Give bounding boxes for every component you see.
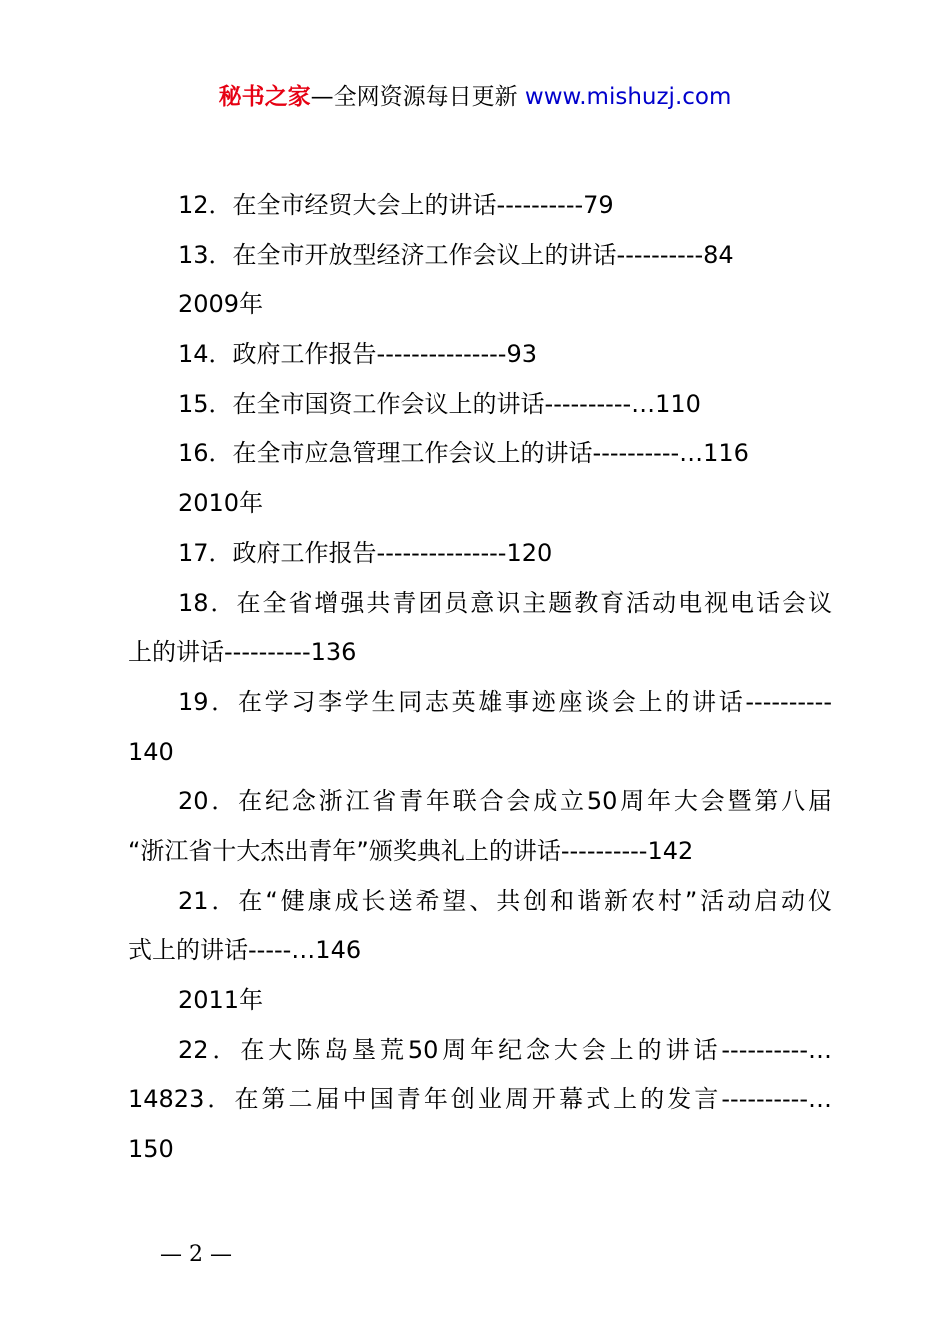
site-header: [0, 80, 950, 114]
toc-entry-18: 18．在全省增强共青团员意识主题教育活动电视电话会议: [178, 588, 832, 617]
toc-entry-20-continued: “浙江省十大杰出青年”颁奖典礼上的讲话----------142: [128, 836, 694, 865]
toc-entry-19: 19．在学习李学生同志英雄事迹座谈会上的讲话----------: [178, 687, 832, 716]
toc-entry-21-continued: 式上的讲话-----…146: [128, 936, 362, 965]
site-brand: 秘书之家: [218, 84, 311, 110]
page-number: — 2 —: [160, 1242, 232, 1267]
toc-entry-15: 15．在全市国资工作会议上的讲话----------…110: [178, 389, 701, 418]
toc-entry-21: 21．在“健康成长送希望、共创和谐新农村”活动启动仪: [178, 886, 832, 915]
toc-entry-23-continued: 150: [128, 1135, 174, 1164]
toc-entry-13: 13．在全市开放型经济工作会议上的讲话----------84: [178, 240, 734, 269]
toc-entry-17: 17．政府工作报告---------------120: [178, 538, 553, 567]
toc-entry-16: 16．在全市应急管理工作会议上的讲话----------…116: [178, 439, 749, 468]
toc-entry-14: 14．政府工作报告---------------93: [178, 340, 537, 369]
toc-entry-18-continued: 上的讲话----------136: [128, 638, 357, 667]
toc-year-2009: 2009年: [178, 290, 264, 319]
table-of-contents: [128, 181, 832, 1175]
toc-entry-22: 22．在大陈岛垦荒50周年纪念大会上的讲话----------…: [178, 1035, 832, 1064]
toc-year-2011: 2011年: [178, 986, 264, 1014]
toc-entry-20: 20．在纪念浙江省青年联合会成立50周年大会暨第八届: [178, 787, 832, 816]
toc-year-2010: 2010年: [178, 489, 264, 518]
toc-entry-19-continued: 140: [128, 737, 174, 766]
toc-entry-12: 12．在全市经贸大会上的讲话----------79: [178, 191, 614, 219]
site-url-link[interactable]: www.mishuzj.com: [524, 84, 732, 110]
site-tagline: —全网资源每日更新: [310, 84, 518, 110]
toc-entry-23: 14823．在第二届中国青年创业周开幕式上的发言----------…: [128, 1085, 832, 1114]
